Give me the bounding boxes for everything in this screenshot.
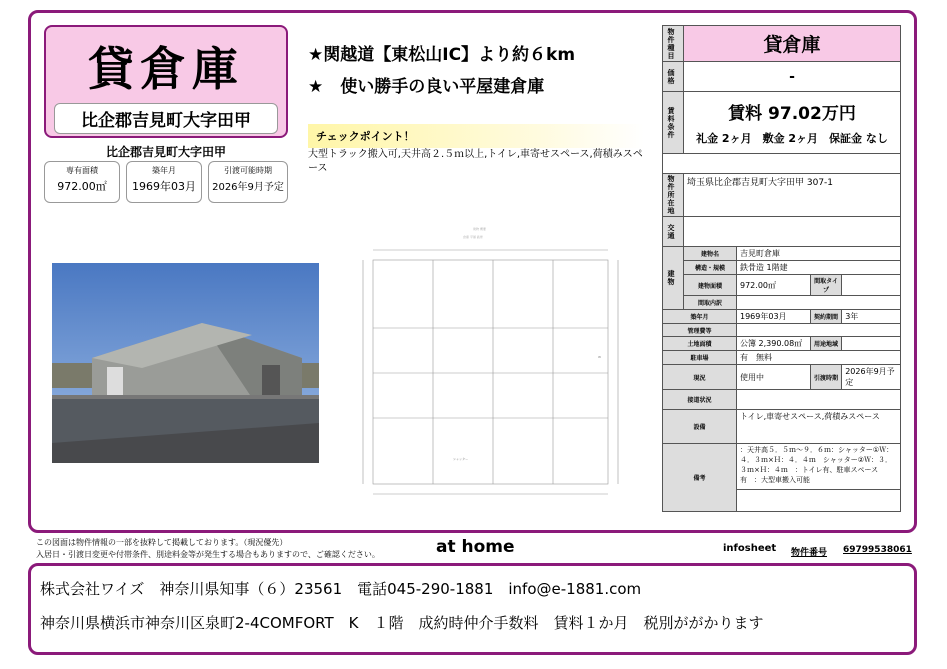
property-type: 貸倉庫 xyxy=(684,26,901,62)
location-badge: 比企郡吉見町大字田甲 xyxy=(54,103,278,134)
contract-label: 契約期間 xyxy=(810,310,841,324)
stat-built-label: 築年月 xyxy=(152,166,176,175)
structure: 鉄骨造 1階建 xyxy=(737,261,901,275)
stat-area-label: 専有面積 xyxy=(66,166,98,175)
building-name-label: 建物名 xyxy=(684,247,737,261)
info-table-top xyxy=(662,25,901,154)
stat-handover xyxy=(208,161,288,203)
info-table-bottom xyxy=(662,173,901,512)
title-box xyxy=(44,25,288,138)
parking-label: 駐車場 xyxy=(663,351,737,365)
land-label: 土地面積 xyxy=(663,337,737,351)
headline-2: ★ 使い勝手の良い平屋建倉庫 xyxy=(308,77,545,97)
property-rent: 賃料 97.02万円 xyxy=(728,104,856,124)
status-label: 現況 xyxy=(663,365,737,390)
property-rent-sub: 礼金 2ヶ月 敷金 2ヶ月 保証金 なし xyxy=(696,132,888,145)
built: 1969年03月 xyxy=(737,310,811,324)
parking: 有 無料 xyxy=(737,351,901,365)
stat-handover-value: 2026年9月予定 xyxy=(212,182,284,193)
handover-label: 引渡時期 xyxy=(810,365,841,390)
company-line-2: 神奈川県横浜市神奈川区泉町2-4COMFORT K １階 成約時仲介手数料 賃料１か月 税別ががかります xyxy=(40,614,764,632)
athome-logo: at home xyxy=(436,537,515,557)
traffic-label: 交通 xyxy=(667,223,675,240)
checkpoint-text: 大型トラック搬入可,天井高２.５ｍ以上,トイレ,車寄せスペース,荷積みスペース xyxy=(308,149,643,174)
area-label: 建物面積 xyxy=(684,275,737,296)
stat-handover-label: 引渡可能時期 xyxy=(224,166,272,175)
address-label: 物件所在地 xyxy=(667,175,675,215)
layout-label: 間取内訳 xyxy=(684,296,737,310)
property-number-label: 物件番号 xyxy=(791,548,828,558)
type-label: 物件種目 xyxy=(667,27,675,60)
company-frame xyxy=(28,563,917,655)
equipment-label: 設備 xyxy=(663,410,737,444)
area-type-label: 間取タイプ xyxy=(810,275,841,296)
page-title: 貸倉庫 xyxy=(88,42,244,96)
svg-text:シャッター: シャッター xyxy=(453,457,468,461)
price-label: 価格 xyxy=(667,68,675,85)
status: 使用中 xyxy=(737,365,811,390)
building-label: 建物 xyxy=(667,270,675,286)
headline-1: ★関越道【東松山IC】より約６km xyxy=(308,45,576,65)
building-name: 吉見町倉庫 xyxy=(737,247,901,261)
structure-label: 構造・規模 xyxy=(684,261,737,275)
svg-text:倉庫 平屋 鉄骨: 倉庫 平屋 鉄骨 xyxy=(463,235,483,239)
equipment: トイレ,車寄せスペース,荷積みスペース xyxy=(737,410,901,444)
mgmt-label: 管理費等 xyxy=(663,324,737,337)
land: 公簿 2,390.08㎡ xyxy=(737,337,811,351)
disclaimer-2: 入居日・引渡日変更や付帯条件、別途料金等が発生する場合もありますので、ご確認ください。 xyxy=(36,550,380,559)
floor-plan xyxy=(333,218,633,498)
infosheet-label: infosheet xyxy=(723,543,777,554)
property-address: 埼玉県比企郡吉見町大字田甲 307-1 xyxy=(684,174,901,217)
built-label: 築年月 xyxy=(663,310,737,324)
handover: 2026年9月予定 xyxy=(842,365,901,390)
stat-area xyxy=(44,161,120,203)
road-label: 接道状況 xyxy=(663,390,737,410)
remarks-label: 備考 xyxy=(663,444,737,512)
use-label: 用途地域 xyxy=(810,337,841,351)
location-sub: 比企郡吉見町大字田甲 xyxy=(105,145,226,159)
remarks: ：天井高５．５ｍ～９．６ｍ：シャッター①Ｗ：４．３ｍ×Ｈ：４．４ｍ シャッター②Ｗ：３．３ｍ×Ｈ：４ｍ ：トイレ有、駐車スペース有 ：大型車搬入可能 xyxy=(737,444,901,512)
stat-area-value: 972.00㎡ xyxy=(57,180,107,193)
disclaimer-1: この図面は物件情報の一部を抜粋して掲載しております。（現況優先） xyxy=(36,538,288,547)
svg-text:建物 概要: 建物 概要 xyxy=(473,227,486,231)
property-number: 69799538061 xyxy=(843,545,912,555)
svg-text:W: W xyxy=(598,355,601,359)
area: 972.00㎡ xyxy=(737,275,811,296)
stat-built xyxy=(126,161,202,203)
stat-built-value: 1969年03月 xyxy=(132,180,196,193)
contract: 3年 xyxy=(842,310,901,324)
warehouse-photo xyxy=(52,263,319,463)
checkpoint-title: チェックポイント！ xyxy=(308,124,644,148)
rent-label: 賃料条件 xyxy=(667,106,675,139)
company-line-1: 株式会社ワイズ 神奈川県知事（６）23561 電話045-290-1881 info@e-1881.com xyxy=(40,580,642,598)
property-price: - xyxy=(684,62,901,92)
